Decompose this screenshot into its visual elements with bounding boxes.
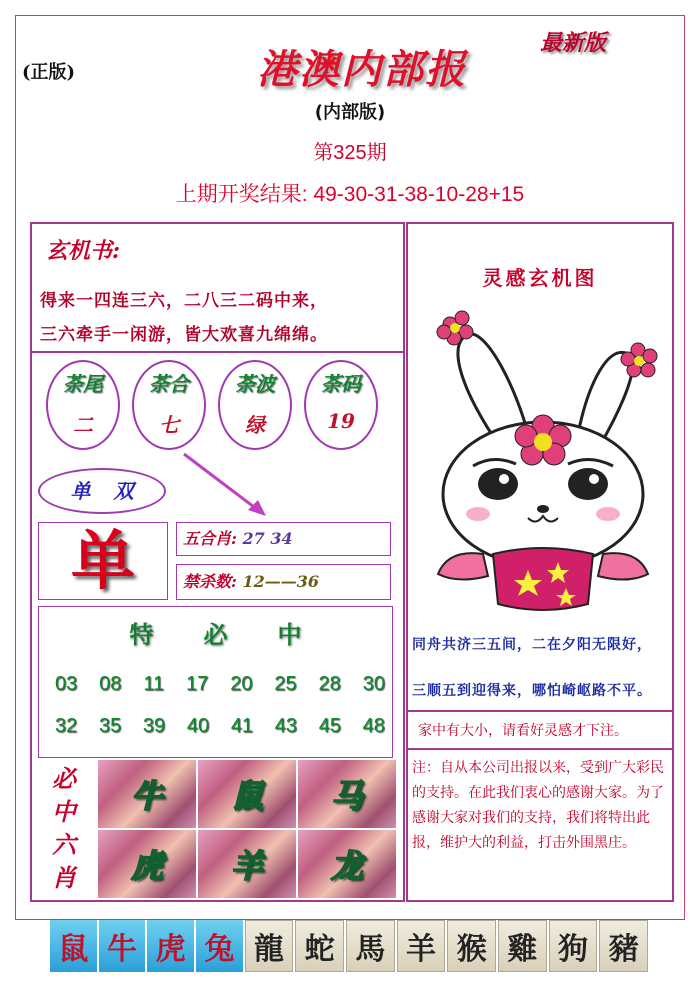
pick-label: 荼波 — [235, 372, 275, 396]
page-title: 港澳内部报 — [257, 46, 467, 93]
pick-oval — [304, 360, 378, 450]
number-row — [55, 673, 385, 696]
wuhe-label: 五合肖: — [183, 529, 237, 548]
big-char-box — [38, 522, 168, 600]
number: 35 — [98, 715, 122, 737]
number: 30 — [362, 673, 385, 695]
zodiac-name: 龙 — [330, 847, 363, 885]
subtitle: (内部版) — [314, 102, 386, 123]
rabbit-illustration — [428, 304, 658, 614]
poem-line: 三顺五到迎得来，哪怕崎岖路不平。 — [412, 683, 652, 699]
inspiration-title: 灵感玄机图 — [482, 266, 598, 290]
pick-value: 二 — [73, 413, 93, 437]
number: 43 — [274, 715, 298, 737]
zodiac-grid — [98, 760, 396, 898]
zodiac-tile: 豬 — [599, 920, 648, 972]
zodiac-tile: 羊 — [397, 920, 446, 972]
six-label-char: 中 — [52, 797, 76, 826]
big-char: 单 — [71, 524, 135, 599]
zodiac-cell — [298, 760, 396, 828]
pick-value: 19 — [327, 409, 355, 433]
zodiac-name: 牛 — [130, 777, 163, 815]
poem-line: 同舟共济三五间，二在夕阳无限好， — [412, 637, 652, 653]
number: 11 — [143, 673, 165, 695]
divider — [32, 351, 403, 353]
zodiac-cell — [198, 760, 296, 828]
xuanji-line: 三六牵手一闲游，皆大欢喜九绵绵。 — [40, 325, 328, 345]
jinsha-label: 禁杀数: — [183, 572, 237, 591]
divider — [408, 710, 672, 712]
zodiac-cell — [98, 760, 196, 828]
zodiac-tile: 馬 — [346, 920, 395, 972]
jinsha-box — [176, 564, 391, 600]
number-row — [55, 715, 385, 738]
number: 17 — [186, 673, 209, 695]
number: 28 — [318, 673, 341, 695]
xuanji-line: 得来一四连三六，二八三二码中来， — [40, 291, 328, 311]
zodiac-bar — [50, 920, 650, 972]
six-label-char: 六 — [52, 830, 76, 859]
pick-label: 荼合 — [149, 372, 189, 396]
number: 48 — [362, 715, 385, 737]
number: 40 — [186, 715, 210, 737]
pick-oval — [46, 360, 120, 450]
zodiac-name: 羊 — [230, 847, 263, 885]
pick-label: 荼尾 — [63, 372, 103, 396]
number: 25 — [274, 673, 297, 695]
left-panel — [30, 222, 405, 902]
hint-text: 家中有大小，请看好灵感才下注。 — [418, 723, 628, 739]
number: 03 — [55, 673, 78, 695]
zodiac-name: 虎 — [130, 847, 163, 885]
pick-value: 七 — [159, 413, 179, 437]
jinsha-value: 12——36 — [242, 572, 320, 591]
edition-left: (正版) — [22, 62, 76, 83]
xuanji-title: 玄机书: — [46, 238, 121, 264]
edition-right: 最新版 — [540, 30, 607, 56]
odd-even-oval: 单 双 — [38, 468, 166, 514]
zodiac-tile: 虎 — [147, 920, 194, 972]
number: 20 — [230, 673, 253, 695]
divider — [408, 748, 672, 750]
six-label-char: 必 — [52, 764, 76, 793]
pick-oval — [218, 360, 292, 450]
right-panel — [406, 222, 674, 902]
zodiac-tile: 狗 — [549, 920, 598, 972]
wuhe-value: 27 34 — [242, 529, 293, 548]
last-result: 上期开奖结果: 49-30-31-38-10-28+15 — [175, 183, 525, 206]
zodiac-tile: 牛 — [99, 920, 146, 972]
number: 32 — [55, 715, 78, 737]
pick-oval — [132, 360, 206, 450]
zodiac-cell — [98, 830, 196, 898]
number: 39 — [142, 715, 166, 737]
wuhe-box — [176, 522, 391, 556]
six-zodiac-label — [48, 762, 80, 897]
issue-number: 第325期 — [313, 142, 387, 164]
note-text: 注：自从本公司出报以来，受到广大彩民的支持。在此我们衷心的感谢大家。为了感谢大家对我们的支持，我们将特出此报，维护大的利益，打击外围黑庄。 — [412, 760, 664, 851]
zodiac-cell — [198, 830, 296, 898]
zodiac-tile: 猴 — [447, 920, 496, 972]
zodiac-tile: 鼠 — [50, 920, 97, 972]
pick-value: 绿 — [245, 413, 265, 437]
zodiac-tile: 兔 — [196, 920, 243, 972]
zodiac-tile: 蛇 — [295, 920, 344, 972]
tebi-title: 特必中 — [129, 620, 352, 649]
number: 41 — [230, 715, 254, 737]
zodiac-cell — [298, 830, 396, 898]
zodiac-tile: 龍 — [245, 920, 294, 972]
six-label-char: 肖 — [52, 863, 76, 892]
zodiac-tile: 雞 — [498, 920, 547, 972]
tebi-box — [38, 606, 393, 758]
zodiac-name: 马 — [330, 777, 363, 815]
pick-label: 荼码 — [321, 372, 361, 396]
number: 45 — [318, 715, 341, 737]
arrow-icon — [182, 450, 272, 520]
zodiac-name: 鼠 — [230, 777, 263, 815]
number: 08 — [99, 673, 122, 695]
